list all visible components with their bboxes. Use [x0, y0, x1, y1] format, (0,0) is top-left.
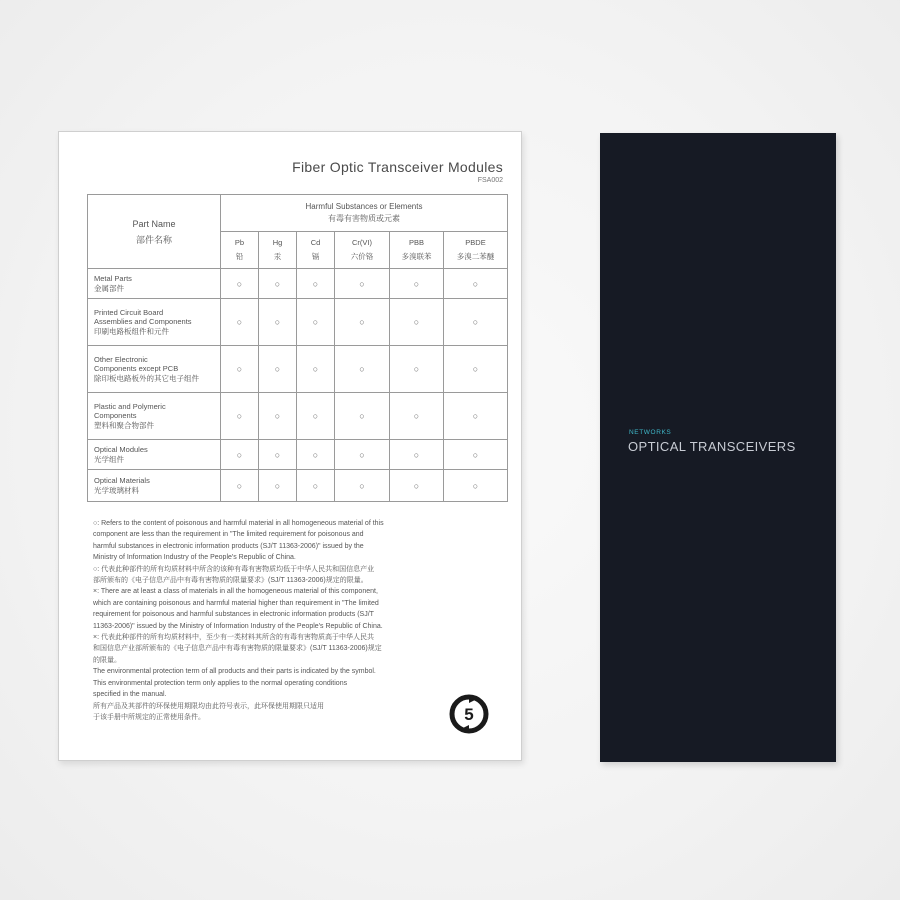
table-row — [88, 470, 508, 502]
compliance-mark: ○ — [221, 470, 259, 502]
substance-symbol: Cd — [310, 238, 321, 247]
part-name-line: 光学玻璃材料 — [94, 485, 139, 495]
epup-recycle-icon — [449, 694, 489, 734]
substance-header-hg — [259, 232, 297, 269]
substance-symbol: PBDE — [465, 238, 486, 247]
note-line: Ministry of Information Industry of the People's Republic of China. — [93, 554, 296, 562]
part-name-header-zh: 部件名称 — [135, 234, 172, 245]
substance-name-zh: 多溴二苯醚 — [456, 252, 495, 261]
hazardous-substances-table — [87, 194, 508, 502]
part-name-line: 印刷电路板组件和元件 — [94, 326, 169, 336]
note-line: 部所颁布的《电子信息产品中有毒有害物质的限量要求》(SJ/T 11363-2006)规定的限量。 — [93, 577, 368, 585]
compliance-mark: ○ — [390, 470, 444, 502]
part-name-line: Plastic and Polymeric — [94, 401, 166, 411]
table-body — [88, 269, 508, 502]
compliance-mark: ○ — [221, 393, 259, 440]
compliance-mark: ○ — [390, 269, 444, 299]
compliance-mark: ○ — [259, 346, 297, 393]
substance-name-zh: 镉 — [311, 252, 320, 261]
compliance-mark: ○ — [297, 299, 335, 346]
compliance-mark: ○ — [444, 393, 508, 440]
compliance-mark: ○ — [297, 346, 335, 393]
part-name-line: 除印板电路板外的其它电子组件 — [94, 373, 199, 383]
substance-name-zh: 六价铬 — [350, 252, 374, 261]
compliance-mark: ○ — [259, 269, 297, 299]
compliance-mark: ○ — [221, 440, 259, 470]
compliance-mark: ○ — [221, 269, 259, 299]
compliance-mark: ○ — [335, 393, 390, 440]
substance-name-zh: 多溴联苯 — [401, 252, 432, 261]
substance-header-crvi — [335, 232, 390, 269]
compliance-mark: ○ — [259, 470, 297, 502]
part-name-line: Printed Circuit Board — [94, 307, 164, 317]
compliance-mark: ○ — [444, 440, 508, 470]
compliance-mark: ○ — [390, 440, 444, 470]
table-row — [88, 299, 508, 346]
part-name-line: Optical Materials — [94, 475, 150, 485]
substance-header-pbb — [390, 232, 444, 269]
compliance-mark: ○ — [390, 393, 444, 440]
compliance-mark: ○ — [390, 346, 444, 393]
part-name-cell — [88, 269, 221, 299]
note-line: ×: 代表此种部件的所有均质材料中，至少有一类材料其所含的有毒有害物质高于中华人民共 — [93, 634, 374, 642]
part-name-cell — [88, 440, 221, 470]
note-line: requirement for poisonous and harmful substances in electronic information products (SJ/T — [93, 611, 374, 619]
compliance-mark: ○ — [259, 393, 297, 440]
substance-header-cd — [297, 232, 335, 269]
note-line: This environmental protection term only applies to the normal operating conditions — [93, 679, 348, 687]
compliance-mark: ○ — [259, 299, 297, 346]
substance-header-pbde — [444, 232, 508, 269]
sheet-code: FSA002 — [477, 177, 503, 184]
harmful-header-en: Harmful Substances or Elements — [305, 202, 423, 211]
part-name-cell — [88, 346, 221, 393]
compliance-mark: ○ — [335, 299, 390, 346]
note-line: 和国信息产业部所颁布的《电子信息产品中有毒有害物质的限量要求》(SJ/T 11363-2006)规定 — [93, 645, 382, 653]
part-name-line: 光学组件 — [94, 454, 124, 464]
part-name-header-en: Part Name — [132, 218, 176, 229]
note-line: 所有产品及其部件的环保使用期限均由此符号表示，此环保使用期限只适用 — [93, 702, 324, 710]
part-name-cell — [88, 299, 221, 346]
substance-header-pb — [221, 232, 259, 269]
part-name-line: Components except PCB — [94, 364, 179, 374]
compliance-mark: ○ — [297, 393, 335, 440]
part-name-line: Components — [94, 411, 137, 421]
table-row — [88, 346, 508, 393]
compliance-mark: ○ — [444, 269, 508, 299]
note-line: specified in the manual. — [93, 691, 167, 699]
compliance-mark: ○ — [335, 269, 390, 299]
compliance-mark: ○ — [444, 299, 508, 346]
sheet-title: Fiber Optic Transceiver Modules — [292, 159, 503, 175]
compliance-mark: ○ — [259, 440, 297, 470]
brand-networks-label: NETWORKS — [629, 429, 672, 436]
part-name-line: Metal Parts — [94, 273, 132, 283]
note-line: ○: Refers to the content of poisonous and harmful material in all homogeneous material of this — [93, 520, 384, 527]
table-row — [88, 393, 508, 440]
note-line: 的限量。 — [93, 656, 121, 664]
part-name-line: 金属部件 — [94, 283, 124, 293]
compliance-mark: ○ — [444, 346, 508, 393]
table-header-row — [88, 195, 508, 232]
substance-name-zh: 汞 — [273, 252, 282, 261]
note-line: 11363-2006)" issued by the Ministry of Information Industry of the People's Republic of China. — [93, 622, 383, 630]
table-row — [88, 440, 508, 470]
note-line: component are less than the requirement in "The limited requirement for poisonous and — [93, 531, 364, 539]
compliance-mark: ○ — [335, 440, 390, 470]
part-name-line: Optical Modules — [94, 444, 148, 454]
substance-symbol: Hg — [272, 238, 283, 247]
part-name-header — [88, 195, 221, 269]
substance-symbol: Pb — [234, 238, 245, 247]
compliance-notes — [93, 518, 511, 723]
substance-symbol: Cr(VI) — [352, 238, 372, 247]
substance-symbol: PBB — [408, 238, 424, 247]
harmful-substances-header — [221, 195, 508, 232]
part-name-cell — [88, 393, 221, 440]
note-line: harmful substances in electronic information products (SJ/T 11363-2006)" issued by the — [93, 542, 364, 550]
note-line: The environmental protection term of all products and their parts is indicated by the symbol. — [93, 668, 376, 676]
brand-optical-transceivers-label: OPTICAL TRANSCEIVERS — [628, 439, 796, 454]
epup-number: 5 — [464, 705, 474, 724]
note-line: which are containing poisonous and harmful material higher than requirement in "The limited — [93, 599, 379, 607]
compliance-mark: ○ — [335, 470, 390, 502]
part-name-line: Assemblies and Components — [94, 317, 192, 327]
note-line: ×: There are at least a class of materials in all the homogeneous material of this component, — [93, 588, 378, 596]
compliance-mark: ○ — [297, 269, 335, 299]
compliance-mark: ○ — [297, 470, 335, 502]
product-box — [600, 133, 836, 762]
part-name-line: Other Electronic — [94, 354, 148, 364]
note-line: 于该手册中所规定的正常使用条件。 — [93, 713, 205, 721]
compliance-mark: ○ — [221, 299, 259, 346]
compliance-mark: ○ — [444, 470, 508, 502]
part-name-line: 塑料和聚合物部件 — [94, 420, 154, 430]
note-line: ○: 代表此种部件的所有均质材料中所含的该种有毒有害物质均低于中华人民共和国信息产业 — [93, 565, 375, 573]
table-row — [88, 269, 508, 299]
compliance-mark: ○ — [221, 346, 259, 393]
compliance-mark: ○ — [297, 440, 335, 470]
compliance-mark: ○ — [390, 299, 444, 346]
substance-name-zh: 铅 — [235, 252, 244, 261]
harmful-header-zh: 有毒有害物质或元素 — [328, 214, 400, 223]
part-name-cell — [88, 470, 221, 502]
compliance-sheet — [58, 131, 522, 761]
compliance-mark: ○ — [335, 346, 390, 393]
